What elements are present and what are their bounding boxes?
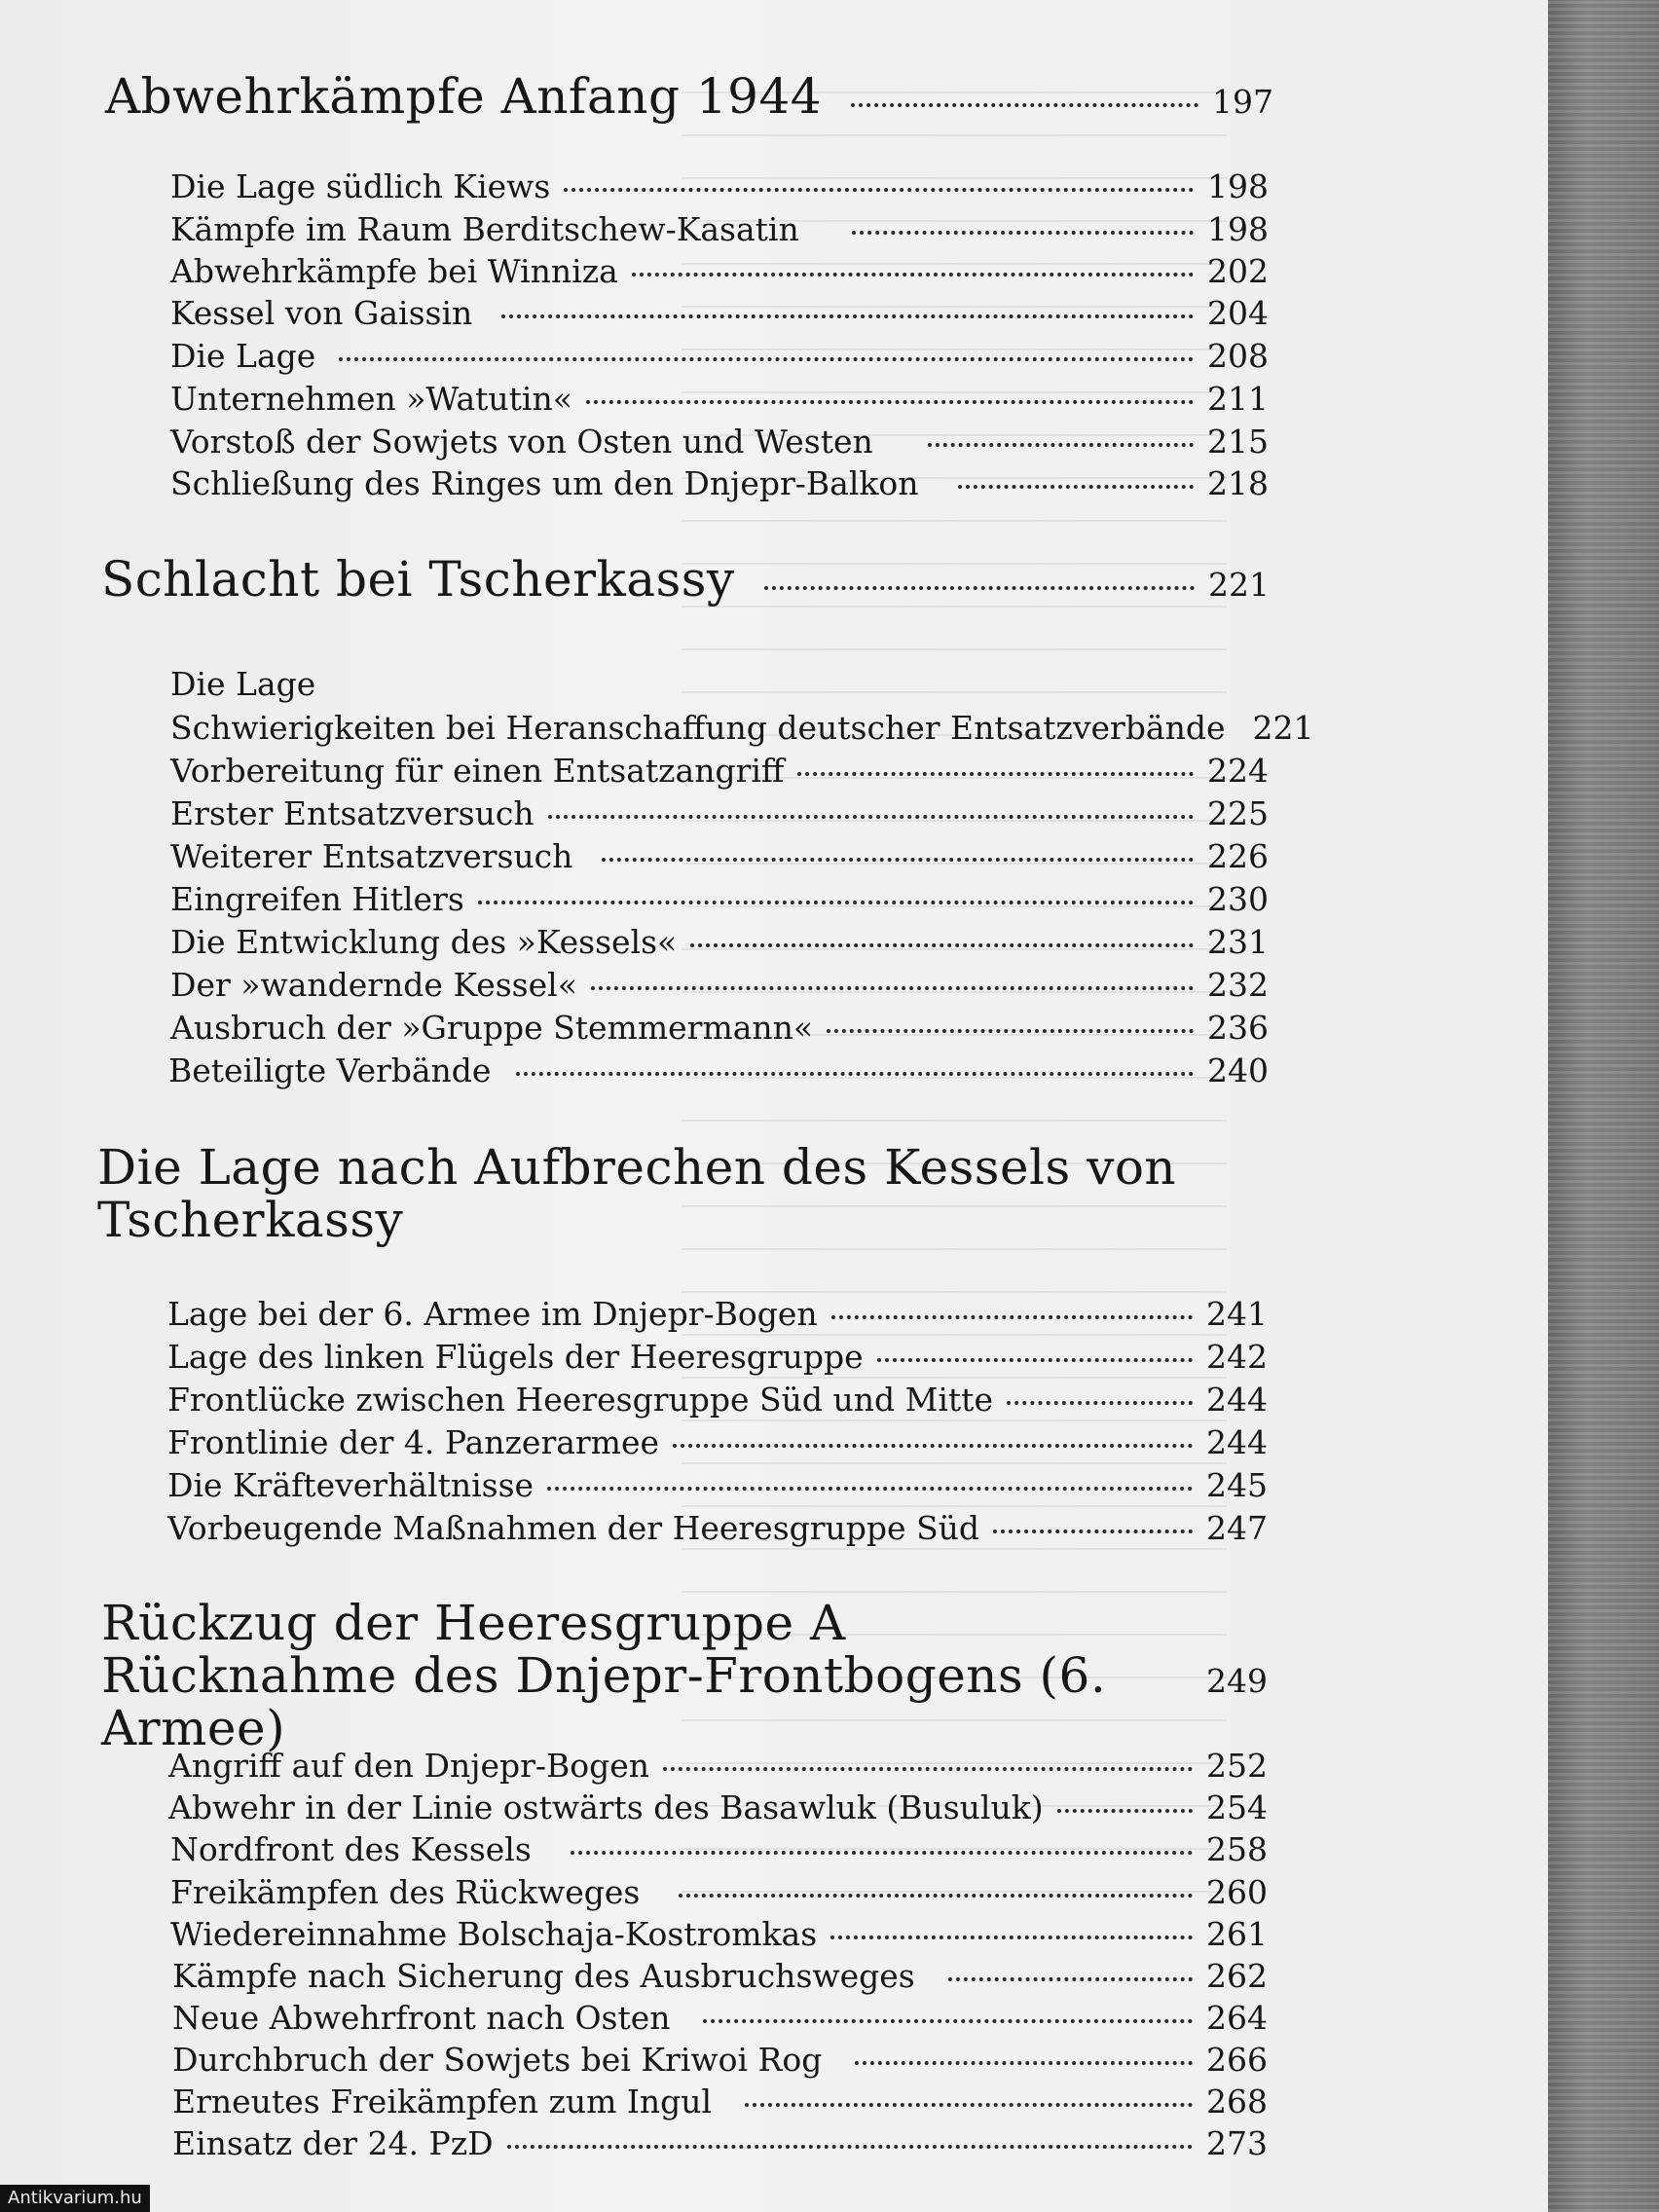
book-spine-shadow: [1548, 0, 1659, 2212]
entry-title: Ausbruch der »Gruppe Stemmermann«: [170, 1009, 814, 1047]
entry-title: Schwierigkeiten bei Heranschaffung deutscher Entsatzverbände: [170, 709, 1226, 747]
page-number: 260: [1206, 1873, 1268, 1911]
page-number: 211: [1207, 380, 1269, 418]
dot-leader: [548, 815, 1194, 819]
dot-leader: [632, 273, 1194, 276]
dot-leader: [501, 314, 1194, 318]
dot-leader: [827, 1029, 1194, 1033]
entry-title: Frontlinie der 4. Panzerarmee: [167, 1423, 660, 1461]
entry-title: Die Lage: [170, 337, 316, 375]
toc-entry[interactable]: [170, 923, 1269, 962]
dot-leader: [1057, 1809, 1193, 1813]
toc-entry[interactable]: [170, 966, 1269, 1005]
dot-leader: [928, 443, 1194, 447]
entry-title: Die Lage: [170, 665, 316, 703]
toc-entry[interactable]: [170, 794, 1269, 833]
entry-title: Durchbruch der Sowjets bei Kriwoi Rog: [172, 2041, 823, 2079]
dot-leader: [547, 1487, 1193, 1491]
toc-entry[interactable]: [172, 2083, 1268, 2121]
entry-title: Vorbeugende Maßnahmen der Heeresgruppe Süd: [167, 1509, 980, 1547]
page-number: 215: [1207, 423, 1269, 461]
entry-title: Beteiligte Verbände: [168, 1051, 492, 1089]
toc-entry[interactable]: [170, 1873, 1268, 1912]
entry-title: Erneutes Freikämpfen zum Ingul: [172, 2083, 713, 2120]
page-number: 266: [1206, 2041, 1268, 2079]
entry-title: Eingreifen Hitlers: [170, 880, 464, 918]
entry-title: Einsatz der 24. PzD: [172, 2124, 494, 2162]
entry-title: Frontlücke zwischen Heeresgruppe Süd und Mitte: [167, 1381, 993, 1419]
page-number: 254: [1206, 1788, 1268, 1826]
toc-entry[interactable]: [170, 294, 1269, 333]
page-number: 258: [1206, 1830, 1268, 1868]
dot-leader: [586, 400, 1194, 404]
toc-entry[interactable]: [167, 1466, 1268, 1505]
dot-leader: [948, 1977, 1193, 1981]
chapter-title-line2: Rücknahme des Dnjepr-Frontbogens (6. Armee): [101, 1647, 1107, 1756]
dot-leader: [703, 2019, 1193, 2023]
page-number: 240: [1207, 1051, 1269, 1089]
toc-entry[interactable]: [167, 1423, 1268, 1462]
page-number: 252: [1206, 1747, 1268, 1785]
chapter-row[interactable]: [101, 553, 1270, 606]
dot-leader: [830, 1936, 1193, 1939]
dot-leader: [564, 188, 1194, 192]
dot-leader: [831, 1315, 1193, 1319]
toc-entry[interactable]: [170, 1915, 1268, 1954]
page-number: 244: [1206, 1423, 1268, 1461]
chapter-row[interactable]: [101, 1649, 1268, 1754]
page-number: 198: [1207, 210, 1269, 248]
entry-title: Weiterer Entsatzversuch: [170, 837, 573, 875]
chapter-title[interactable]: Die Lage nach Aufbrechen des Kessels von Tscherkassy: [97, 1139, 1177, 1248]
toc-entry[interactable]: [170, 1830, 1268, 1869]
entry-title: Vorstoß der Sowjets von Osten und Westen: [170, 423, 873, 461]
dot-leader: [679, 1894, 1193, 1898]
dot-leader: [877, 1358, 1193, 1362]
entry-title: Schließung des Ringes um den Dnjepr-Balkon: [170, 464, 919, 502]
toc-entry[interactable]: [170, 337, 1269, 376]
toc-entry[interactable]: [167, 1338, 1268, 1377]
page-number: 208: [1207, 337, 1269, 375]
chapter-row[interactable]: [105, 70, 1273, 123]
watermark: Antikvarium.hu: [0, 2185, 150, 2212]
toc-entry[interactable]: [170, 464, 1269, 503]
dot-leader: [855, 2061, 1193, 2065]
toc-entry[interactable]: [167, 1509, 1268, 1548]
entry-title: Der »wandernde Kessel«: [170, 966, 577, 1004]
toc-entry[interactable]: [170, 210, 1269, 249]
dot-leader: [745, 2103, 1193, 2107]
page-number: 247: [1206, 1509, 1268, 1547]
entry-title: Wiedereinnahme Bolschaja-Kostromkas: [170, 1915, 818, 1953]
page-number: 244: [1206, 1381, 1268, 1419]
page-number: 230: [1207, 880, 1269, 918]
toc-entry[interactable]: [172, 2124, 1268, 2163]
toc-entry[interactable]: [170, 752, 1269, 791]
chapter-title: Abwehrkämpfe Anfang 1944: [105, 68, 823, 125]
dot-leader: [516, 1072, 1194, 1076]
dot-leader: [958, 485, 1194, 489]
entry-title: Kämpfe im Raum Berditschew-Kasatin: [170, 210, 799, 248]
page-number: 245: [1206, 1466, 1268, 1504]
dot-leader: [673, 1444, 1193, 1448]
dot-leader: [690, 943, 1194, 947]
entry-title: Abwehrkämpfe bei Winniza: [170, 252, 618, 290]
toc-entry[interactable]: [170, 423, 1269, 461]
toc-entry[interactable]: [167, 1295, 1268, 1334]
toc-entry[interactable]: [170, 252, 1269, 291]
toc-entry[interactable]: [170, 665, 1269, 704]
toc-entry[interactable]: [167, 1381, 1268, 1419]
dot-leader: [591, 986, 1194, 990]
toc-entry[interactable]: [170, 167, 1269, 206]
toc-entry[interactable]: [172, 1999, 1268, 2038]
dot-leader: [797, 772, 1194, 776]
page-number: 236: [1207, 1009, 1269, 1047]
entry-title: Erster Entsatzversuch: [170, 794, 535, 832]
dot-leader: [1007, 1401, 1193, 1405]
entry-title: Kämpfe nach Sicherung des Ausbruchsweges: [172, 1957, 915, 1995]
entry-title: Neue Abwehrfront nach Osten: [172, 1999, 671, 2037]
dot-leader: [764, 586, 1195, 590]
entry-title: Die Entwicklung des »Kessels«: [170, 923, 678, 961]
dot-leader: [478, 901, 1194, 904]
page-number: 232: [1207, 966, 1269, 1004]
entry-title: Lage des linken Flügels der Heeresgruppe: [167, 1338, 864, 1376]
chapter-title: Schlacht bei Tscherkassy: [101, 551, 735, 608]
page-number: 202: [1207, 252, 1269, 290]
toc-entry[interactable]: [170, 837, 1269, 876]
dot-leader: [571, 1851, 1193, 1855]
page-number: 273: [1206, 2124, 1268, 2162]
toc-entry[interactable]: [168, 1788, 1268, 1827]
dot-leader: [852, 231, 1194, 235]
page-number: 261: [1206, 1915, 1268, 1953]
chapter-title[interactable]: Rückzug der Heeresgruppe A: [101, 1595, 846, 1651]
toc-entry[interactable]: [170, 380, 1269, 419]
page-number: 264: [1206, 1999, 1268, 2037]
toc-entry[interactable]: [170, 709, 1314, 748]
toc-entry[interactable]: [170, 880, 1269, 919]
page-number: 218: [1207, 464, 1269, 502]
dot-leader: [663, 1767, 1193, 1771]
page-number: 249: [1206, 1662, 1268, 1700]
page-number: 242: [1206, 1338, 1268, 1376]
dot-leader: [602, 858, 1194, 862]
entry-title: Nordfront des Kessels: [170, 1830, 532, 1868]
toc-entry[interactable]: [172, 2041, 1268, 2080]
toc-entry[interactable]: [172, 1957, 1268, 1996]
page-number: 225: [1207, 794, 1269, 832]
page-number: 198: [1207, 167, 1269, 205]
entry-title: Unternehmen »Watutin«: [170, 380, 572, 418]
entry-title: Freikämpfen des Rückweges: [170, 1873, 641, 1911]
toc-entry[interactable]: [168, 1051, 1269, 1090]
entry-title: Abwehr in der Linie ostwärts des Basawluk (Busuluk): [168, 1788, 1044, 1826]
entry-title: Vorbereitung für einen Entsatzangriff: [170, 752, 785, 790]
entry-title: Lage bei der 6. Armee im Dnjepr-Bogen: [167, 1295, 818, 1333]
page-number: 226: [1207, 837, 1269, 875]
toc-entry[interactable]: [168, 1747, 1268, 1786]
page-number: 221: [1208, 566, 1270, 604]
page-number: 204: [1207, 294, 1269, 332]
page-number: 221: [1252, 709, 1314, 747]
page-number: 231: [1207, 923, 1269, 961]
entry-title: Die Kräfteverhältnisse: [167, 1466, 535, 1504]
page-number: 224: [1207, 752, 1269, 790]
dot-leader: [507, 2145, 1193, 2149]
page-number: 268: [1206, 2083, 1268, 2120]
toc-entry[interactable]: [170, 1009, 1269, 1048]
entry-title: Die Lage südlich Kiews: [170, 167, 551, 205]
page-number: 197: [1212, 83, 1273, 121]
dot-leader: [339, 357, 1194, 361]
dot-leader: [851, 103, 1198, 107]
entry-title: Angriff auf den Dnjepr-Bogen: [168, 1747, 650, 1785]
entry-title: Kessel von Gaissin: [170, 294, 473, 332]
page-number: 241: [1206, 1295, 1268, 1333]
page-number: 262: [1206, 1957, 1268, 1995]
dot-leader: [993, 1530, 1193, 1533]
